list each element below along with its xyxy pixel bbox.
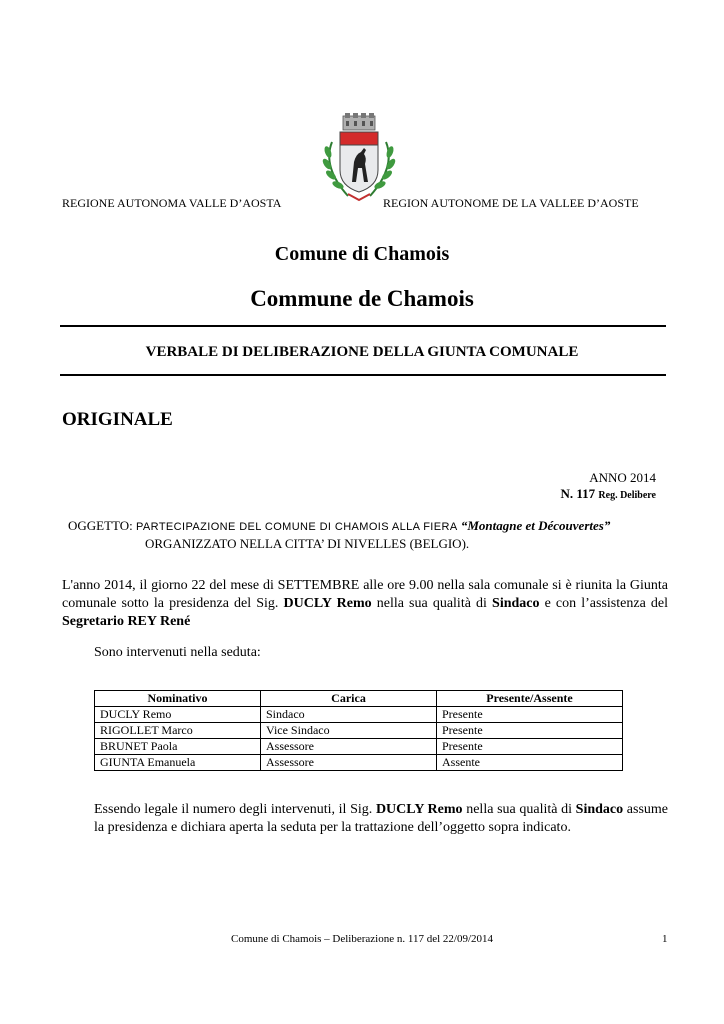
- closing-president-name: DUCLY Remo: [375, 802, 463, 817]
- municipality-title-italian: Comune di Chamois: [274, 243, 450, 265]
- table-row: [95, 723, 623, 739]
- column-header-name: Nominativo: [95, 691, 261, 707]
- member-attendance: Presente: [437, 723, 623, 739]
- secretary-name: Segretario REY René: [62, 614, 191, 629]
- subject-text: PARTECIPAZIONE DEL COMUNE DI CHAMOIS ALLA FIERA: [136, 521, 458, 533]
- member-role: Sindaco: [261, 707, 437, 723]
- member-attendance: Presente: [437, 707, 623, 723]
- resolution-number: [561, 486, 657, 502]
- president-name: DUCLY Remo: [283, 596, 372, 611]
- municipality-title-french: Commune de Chamois: [250, 286, 474, 311]
- table-row: [95, 707, 623, 723]
- region-name-italian: REGIONE AUTONOMA VALLE D’AOSTA: [62, 196, 282, 210]
- resolution-number-value: N. 117: [560, 486, 596, 501]
- intro-text: L'anno 2014, il giorno 22 del mese di SETTEMBRE alle ore 9.00 nella sala comunale si è riunita la Giunta comunale sotto la presidenza del Sig.: [62, 578, 668, 611]
- member-role: Assessore: [261, 739, 437, 755]
- table-header-row: [95, 691, 623, 707]
- divider-bottom: [60, 374, 666, 376]
- member-attendance: Assente: [437, 755, 623, 771]
- table-row: [95, 739, 623, 755]
- fair-name: “Montagne et Découvertes”: [460, 518, 611, 533]
- closing-paragraph: [94, 801, 668, 837]
- attendance-table: [94, 690, 623, 771]
- document-heading: VERBALE DI DELIBERAZIONE DELLA GIUNTA COMUNALE: [145, 344, 579, 360]
- subject-text-line2: ORGANIZZATO NELLA CITTA’ DI NIVELLES (BELGIO).: [145, 536, 470, 551]
- president-role: Sindaco: [492, 596, 540, 611]
- member-attendance: Presente: [437, 739, 623, 755]
- member-name: BRUNET Paola: [95, 739, 261, 755]
- attendees-intro: Sono intervenuti nella seduta:: [94, 645, 261, 660]
- closing-text: Essendo legale il numero degli intervenuti, il Sig.: [94, 802, 376, 817]
- closing-president-role: Sindaco: [575, 802, 624, 817]
- resolution-register: Reg. Delibere: [598, 490, 656, 501]
- coat-of-arms-icon: [318, 112, 400, 202]
- closing-text-3: assume la presidenza e dichiara aperta la seduta per la trattazione dell’oggetto sopra indicato.: [94, 802, 669, 835]
- table-row: [95, 755, 623, 771]
- page-footer: Comune di Chamois – Deliberazione n. 117 del 22/09/2014: [230, 933, 494, 945]
- member-role: Vice Sindaco: [261, 723, 437, 739]
- closing-text-2: nella sua qualità di: [462, 802, 576, 817]
- page-number: 1: [662, 933, 668, 945]
- session-intro: [62, 577, 668, 631]
- subject-label: OGGETTO:: [68, 518, 133, 533]
- member-name: GIUNTA Emanuela: [95, 755, 261, 771]
- divider-top: [60, 325, 666, 327]
- intro-text-3: e con l’assistenza del: [539, 596, 668, 611]
- year-label: ANNO 2014: [589, 470, 656, 485]
- region-name-french: REGION AUTONOME DE LA VALLEE D’AOSTE: [383, 196, 639, 210]
- subject-block: [68, 518, 670, 552]
- member-name: DUCLY Remo: [95, 707, 261, 723]
- column-header-role: Carica: [261, 691, 437, 707]
- column-header-attendance: Presente/Assente: [437, 691, 623, 707]
- intro-text-2: nella sua qualità di: [371, 596, 493, 611]
- original-label: ORIGINALE: [62, 409, 173, 430]
- member-name: RIGOLLET Marco: [95, 723, 261, 739]
- member-role: Assessore: [261, 755, 437, 771]
